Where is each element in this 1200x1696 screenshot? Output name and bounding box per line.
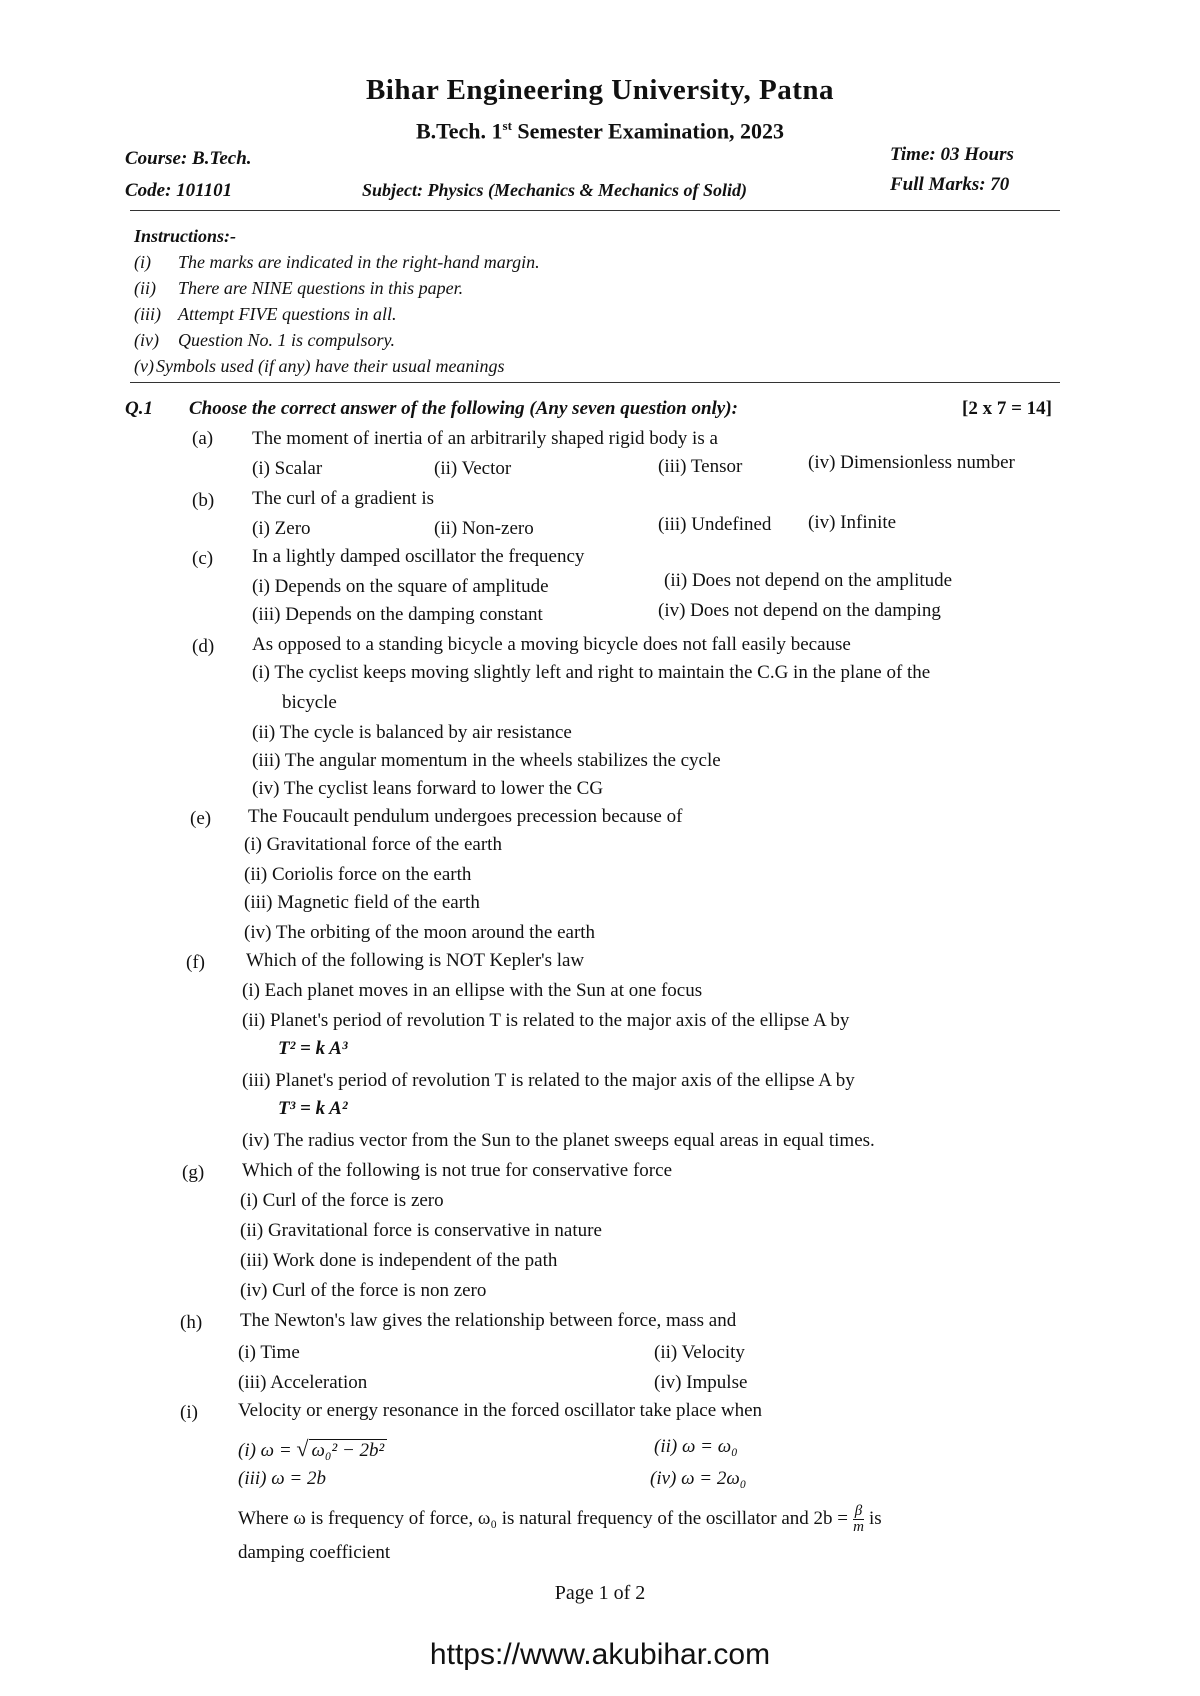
q1i-note-cont: damping coefficient	[238, 1542, 391, 1563]
q1b-option-4: (iv) Infinite	[808, 512, 897, 533]
q1h-option-4: (iv) Impulse	[654, 1372, 748, 1393]
instructions-heading: Instructions:-	[134, 226, 237, 246]
q1g-stem: Which of the following is not true for conservative force	[242, 1160, 672, 1181]
q1d-label: (d)	[192, 636, 215, 657]
q1c-stem: In a lightly damped oscillator the frequency	[252, 546, 585, 567]
q1f-option-1: (i) Each planet moves in an ellipse with the Sun at one focus	[242, 980, 703, 1001]
q1a-label: (a)	[192, 428, 214, 449]
q1h-option-1: (i) Time	[238, 1342, 300, 1363]
university-title: Bihar Engineering University, Patna	[365, 74, 835, 106]
q1g-option-4: (iv) Curl of the force is non zero	[240, 1280, 487, 1301]
q1d-stem: As opposed to a standing bicycle a moving bicycle does not fall easily because	[252, 634, 851, 655]
q1f-option-4: (iv) The radius vector from the Sun to the planet sweeps equal areas in equal times.	[242, 1130, 875, 1151]
q1a-option-4: (iv) Dimensionless number	[808, 452, 1015, 473]
code-label: Code: 101101	[125, 180, 233, 201]
q1b-stem: The curl of a gradient is	[252, 488, 435, 509]
subject-label: Subject: Physics (Mechanics & Mechanics of Solid)	[362, 180, 747, 200]
q1e-label: (e)	[190, 808, 212, 829]
page-number: Page 1 of 2	[554, 1582, 646, 1604]
q1i-note: Where ω is frequency of force, ω₀ is natural frequency of the oscillator and 2b = $\frac{\beta}{m}$ is	[238, 1503, 882, 1535]
header-divider	[130, 210, 1060, 211]
q1f-label: (f)	[186, 952, 205, 973]
q1i-option-4: (iv) ω = 2ω₀	[650, 1468, 747, 1489]
q1i-label: (i)	[180, 1402, 198, 1423]
q1e-option-4: (iv) The orbiting of the moon around the earth	[244, 922, 596, 943]
q1d-option-2: (ii) The cycle is balanced by air resistance	[252, 722, 572, 743]
q1f-option-3-equation: T³ = k A²	[278, 1098, 348, 1119]
instruction-item: (i) The marks are indicated in the right-hand margin.	[134, 252, 540, 272]
time-label: Time: 03 Hours	[890, 144, 1014, 165]
q1g-label: (g)	[182, 1162, 205, 1183]
q1f-stem: Which of the following is NOT Kepler's law	[246, 950, 585, 971]
q1g-option-3: (iii) Work done is independent of the path	[240, 1250, 558, 1271]
q1f-option-2: (ii) Planet's period of revolution T is related to the major axis of the ellipse A by	[242, 1010, 850, 1031]
q1c-option-1: (i) Depends on the square of amplitude	[252, 576, 549, 597]
course-label: Course: B.Tech.	[125, 148, 252, 169]
q1e-option-1: (i) Gravitational force of the earth	[244, 834, 502, 855]
instruction-item: (v) Symbols used (if any) have their usual meanings	[134, 356, 505, 376]
q1h-stem: The Newton's law gives the relationship between force, mass and	[240, 1310, 737, 1331]
q1a-option-1: (i) Scalar	[252, 458, 323, 479]
q1d-option-1: (i) The cyclist keeps moving slightly left and right to maintain the C.G in the plane of the	[252, 662, 931, 683]
exam-title: B.Tech. 1st Semester Examination, 2023	[415, 118, 785, 144]
q1e-stem: The Foucault pendulum undergoes precession because of	[248, 806, 683, 827]
q1a-option-3: (iii) Tensor	[658, 456, 743, 477]
q1d-option-3: (iii) The angular momentum in the wheels stabilizes the cycle	[252, 750, 721, 771]
full-marks-label: Full Marks: 70	[890, 174, 1010, 195]
q1c-option-2: (ii) Does not depend on the amplitude	[664, 570, 953, 591]
q1d-option-4: (iv) The cyclist leans forward to lower the CG	[252, 778, 604, 799]
q1h-option-3: (iii) Acceleration	[238, 1372, 368, 1393]
q1i-option-3: (iii) ω = 2b	[238, 1468, 326, 1489]
q1b-option-2: (ii) Non-zero	[434, 518, 534, 539]
q1e-option-2: (ii) Coriolis force on the earth	[244, 864, 472, 885]
q1g-option-2: (ii) Gravitational force is conservative in nature	[240, 1220, 602, 1241]
q1b-option-1: (i) Zero	[252, 518, 311, 539]
q1i-stem: Velocity or energy resonance in the forced oscillator take place when	[238, 1400, 763, 1421]
instruction-item: (iv) Question No. 1 is compulsory.	[134, 330, 396, 350]
q1c-option-3: (iii) Depends on the damping constant	[252, 604, 543, 625]
instruction-item: (ii) There are NINE questions in this paper.	[134, 278, 464, 298]
q1f-option-2-equation: T² = k A³	[278, 1038, 348, 1059]
q1f-option-3: (iii) Planet's period of revolution T is related to the major axis of the ellipse A by	[242, 1070, 855, 1091]
instruction-item: (iii) Attempt FIVE questions in all.	[134, 304, 397, 324]
q1a-option-2: (ii) Vector	[434, 458, 512, 479]
q1g-option-1: (i) Curl of the force is zero	[240, 1190, 444, 1211]
q1d-option-1-cont: bicycle	[282, 692, 337, 713]
q1h-option-2: (ii) Velocity	[654, 1342, 745, 1363]
question-1-prompt: Q.1 Choose the correct answer of the following (Any seven question only):	[125, 398, 738, 419]
q1b-option-3: (iii) Undefined	[658, 514, 772, 535]
source-url: https://www.akubihar.com	[429, 1638, 771, 1671]
q1i-option-2: (ii) ω = ω₀	[654, 1436, 738, 1457]
q1h-label: (h)	[180, 1312, 203, 1333]
beta-over-m-fraction: $\frac{\beta}{m}$	[853, 1503, 864, 1535]
q1a-stem: The moment of inertia of an arbitrarily shaped rigid body is a	[252, 428, 718, 449]
q1b-label: (b)	[192, 490, 215, 511]
q1c-option-4: (iv) Does not depend on the damping	[658, 600, 941, 621]
q1e-option-3: (iii) Magnetic field of the earth	[244, 892, 480, 913]
q1c-label: (c)	[192, 548, 214, 569]
question-1-marks: [2 x 7 = 14]	[962, 398, 1052, 419]
q1i-option-1: (i) ω = √ ω₀² − 2b²	[238, 1436, 387, 1462]
instructions-divider	[130, 382, 1060, 383]
